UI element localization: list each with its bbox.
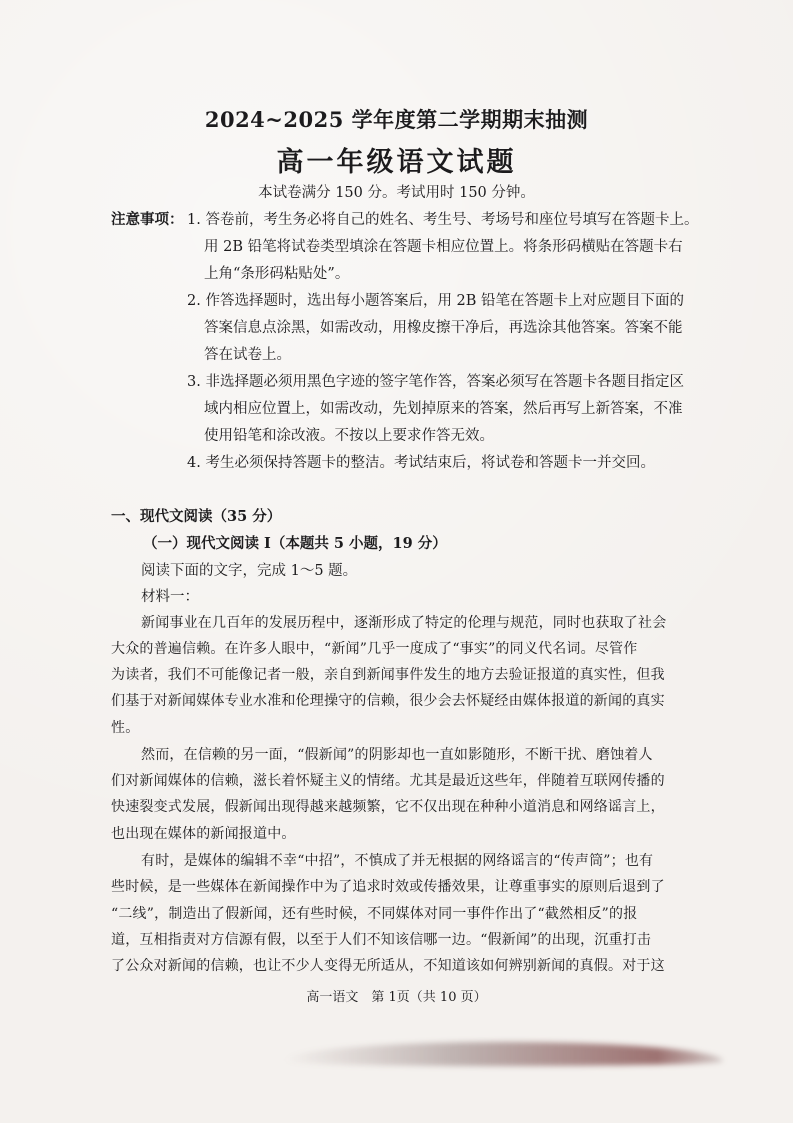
notice-line: 域内相应位置上，如需改动，先划掉原来的答案，然后再写上新答案，不准 [204,401,683,417]
material-label: 材料一： [141,589,199,605]
passage-line: 也出现在媒体的新闻报道中。 [111,826,296,842]
notice-line: 答在试卷上。 [204,347,291,363]
subject-title: 高一年级语文试题 [276,147,517,178]
notice-line: 2. 作答选择题时，选出每小题答案后，用 2B 铅笔在答题卡上对应题目下面的 [187,293,685,309]
notice-line: 用 2B 铅笔将试卷类型填涂在答题卡相应位置上。将条形码横贴在答题卡右 [204,239,683,255]
notice-line: 1. 答卷前，考生务必将自己的姓名、考生号、考场号和座位号填写在答题卡上。 [187,212,699,228]
page-footer: 高一语文 第 1页（共 10 页） [306,990,487,1005]
passage-line: 些时候，是一些媒体在新闻操作中为了追求时效或传播效果，让尊重事实的原则后退到了 [111,879,665,895]
notice-label: 注意事项： [111,211,184,228]
notice-line: 答案信息点涂黑，如需改动，用橡皮擦干净后，再选涂其他答案。答案不能 [204,320,683,336]
passage-line: 们基于对新闻媒体专业水准和伦理操守的信赖，很少会去怀疑经由媒体报道的新闻的真实 [111,693,665,709]
passage-line: 有时，是媒体的编辑不幸“中招”，不慎成了并无根据的网络谣言的“传声筒”；也有 [141,853,654,869]
exam-title: 2024~2025 学年度第二学期期末抽测 [204,107,589,132]
passage-line: 道，互相指责对方信源有假，以至于人们不知该信哪一边。“假新闻”的出现，沉重打击 [111,932,652,948]
passage-line: “二线”，制造出了假新闻，还有些时候，不同媒体对同一事件作出了“截然相反”的报 [111,906,638,922]
notice-line: 使用铅笔和涂改液。不按以上要求作答无效。 [204,428,494,444]
passage-line: 了公众对新闻的信赖，也让不少人变得无所适从，不知道该如何辨别新闻的真假。对于这 [111,958,665,974]
scan-smudge [283,1042,723,1066]
passage-line: 然而，在信赖的另一面，“假新闻”的阴影却也一直如影随形，不断干扰、磨蚀着人 [141,747,653,763]
passage-line: 快速裂变式发展，假新闻出现得越来越频繁，它不仅出现在种种小道消息和网络谣言上， [111,799,665,815]
notice-line: 4. 考生必须保持答题卡的整洁。考试结束后，将试卷和答题卡一并交回。 [187,455,655,471]
subsection-heading: （一）现代文阅读 I（本题共 5 小题，19 分） [143,535,447,552]
exam-meta: 本试卷满分 150 分。考试用时 150 分钟。 [258,185,535,201]
passage-line: 性。 [111,720,140,736]
notice-line: 上角“条形码粘贴处”。 [204,266,350,282]
passage-line: 们对新闻媒体的信赖，滋长着怀疑主义的情绪。尤其是最近这些年，伴随着互联网传播的 [111,773,665,789]
reading-instruction: 阅读下面的文字，完成 1～5 题。 [141,563,358,579]
passage-line: 为读者，我们不可能像记者一般，亲自到新闻事件发生的地方去验证报道的真实性，但我 [111,667,665,683]
section-heading: 一、现代文阅读（35 分） [111,508,282,525]
notice-line: 3. 非选择题必须用黑色字迹的签字笔作答，答案必须写在答题卡各题目指定区 [187,374,684,390]
passage-line: 新闻事业在几百年的发展历程中，逐渐形成了特定的伦理与规范，同时也获取了社会 [141,615,667,631]
passage-line: 大众的普遍信赖。在许多人眼中，“新闻”几乎一度成了“事实”的同义代名词。尽管作 [111,641,638,657]
